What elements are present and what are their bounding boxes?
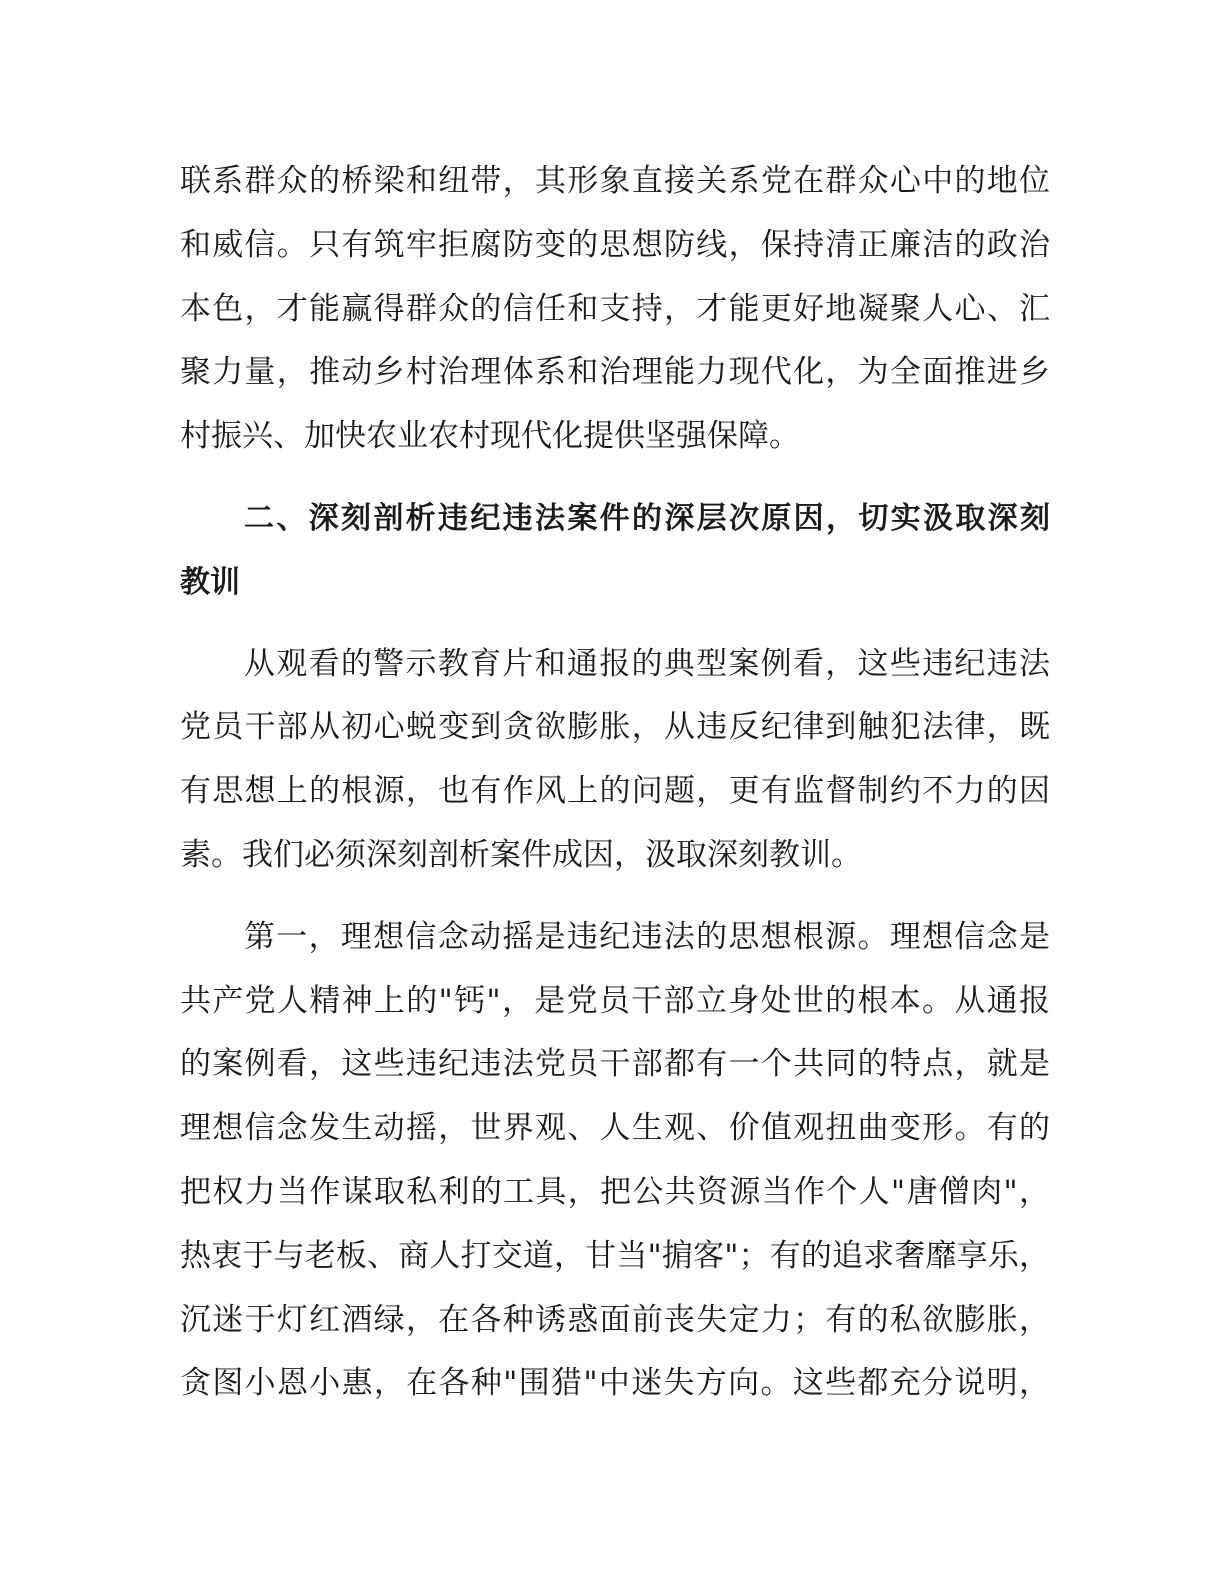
paragraph-line: 有思想上的根源，也有作风上的问题，更有监督制约不力的因 [180,773,1050,810]
paragraph-line: 贪图小恩小惠，在各种"围猎"中迷失方向。这些都充分说明， [180,1365,1050,1402]
paragraph-2 [180,633,1050,888]
paragraph-line: 从观看的警示教育片和通报的典型案例看，这些违纪违法 [244,645,1050,682]
paragraph-line: 第一，理想信念动摇是违纪违法的思想根源。理想信念是 [244,918,1050,955]
section-heading [180,487,1050,615]
paragraph-line: 共产党人精神上的"钙"，是党员干部立身处世的根本。从通报 [180,982,1050,1019]
paragraph-line: 热衷于与老板、商人打交道，甘当"掮客"；有的追求奢靡享乐， [180,1237,1050,1274]
paragraph-1 [180,150,1050,469]
paragraph-line: 聚力量，推动乡村治理体系和治理能力现代化，为全面推进乡 [180,354,1050,391]
paragraph-line: 把权力当作谋取私利的工具，把公共资源当作个人"唐僧肉"， [180,1173,1050,1210]
paragraph-line: 党员干部从初心蜕变到贪欲膨胀，从违反纪律到触犯法律，既 [180,709,1050,746]
paragraph-line: 村振兴、加快农业农村现代化提供坚强保障。 [180,418,800,455]
document-page [180,150,1050,1416]
heading-line: 二、深刻剖析违纪违法案件的深层次原因，切实汲取深刻 [244,500,1050,536]
paragraph-line: 本色，才能赢得群众的信任和支持，才能更好地凝聚人心、汇 [180,290,1050,327]
paragraph-line: 的案例看，这些违纪违法党员干部都有一个共同的特点，就是 [180,1046,1050,1083]
paragraph-line: 理想信念发生动摇，世界观、人生观、价值观扭曲变形。有的 [180,1110,1050,1147]
heading-line: 教训 [180,564,240,600]
paragraph-line: 和威信。只有筑牢拒腐防变的思想防线，保持清正廉洁的政治 [180,226,1050,263]
paragraph-line: 联系群众的桥梁和纽带，其形象直接关系党在群众心中的地位 [180,163,1050,199]
paragraph-line: 沉迷于灯红酒绿，在各种诱惑面前丧失定力；有的私欲膨胀， [180,1301,1050,1338]
paragraph-line: 素。我们必须深刻剖析案件成因，汲取深刻教训。 [180,836,862,873]
paragraph-3 [180,906,1050,1416]
